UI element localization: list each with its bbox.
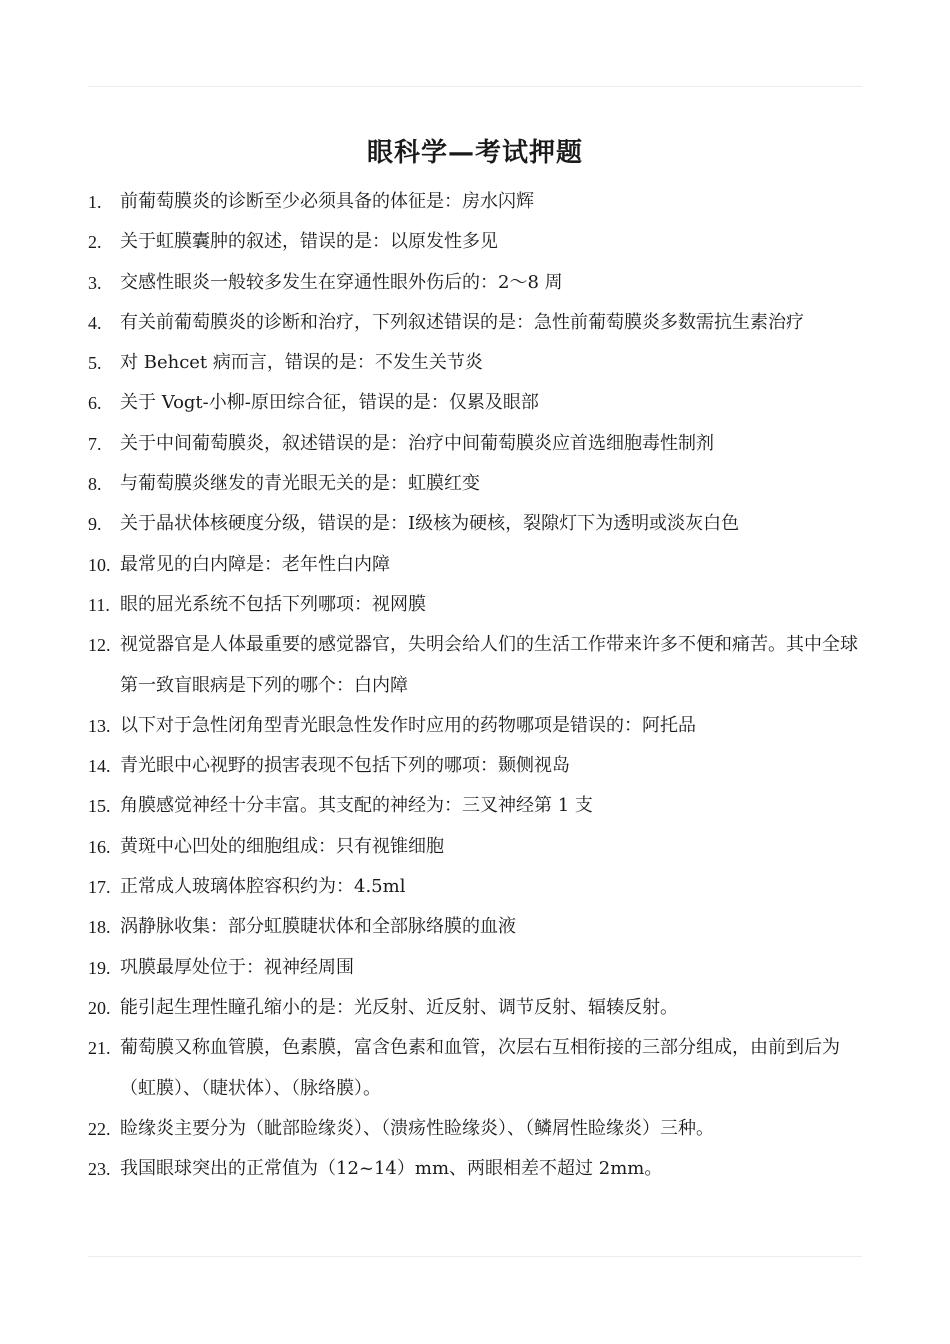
item-number: 16. bbox=[88, 836, 111, 857]
item-number: 15. bbox=[88, 796, 111, 817]
item-number: 13. bbox=[88, 715, 111, 736]
list-item bbox=[88, 786, 863, 826]
list-item bbox=[88, 182, 863, 222]
item-number: 5. bbox=[88, 353, 102, 374]
list-item bbox=[88, 424, 863, 464]
item-number: 22. bbox=[88, 1118, 111, 1139]
list-item bbox=[88, 1109, 863, 1149]
top-divider bbox=[88, 86, 862, 87]
list-item bbox=[88, 504, 863, 544]
list-item bbox=[88, 907, 863, 947]
item-text: 能引起生理性瞳孔缩小的是：光反射、近反射、调节反射、辐辏反射。 bbox=[120, 996, 678, 1018]
list-item bbox=[88, 988, 863, 1028]
item-number: 17. bbox=[88, 877, 111, 898]
item-number: 3. bbox=[88, 272, 102, 293]
item-text: 青光眼中心视野的损害表现不包括下列的哪项：颞侧视岛 bbox=[120, 755, 570, 777]
item-text: 以下对于急性闭角型青光眼急性发作时应用的药物哪项是错误的：阿托品 bbox=[120, 714, 696, 736]
item-text: 视觉器官是人体最重要的感觉器官，失明会给人们的生活工作带来许多不便和痛苦。其中全球第一致盲眼病是下列的哪个：白内障 bbox=[120, 634, 858, 696]
item-text: 前葡萄膜炎的诊断至少必须具备的体征是：房水闪辉 bbox=[120, 191, 534, 212]
item-text: 正常成人玻璃体腔容积约为：4.5ml bbox=[120, 876, 406, 898]
item-text: 最常见的白内障是：老年性白内障 bbox=[120, 553, 390, 575]
list-item bbox=[88, 343, 863, 383]
item-text: 关于虹膜囊肿的叙述，错误的是：以原发性多见 bbox=[120, 231, 498, 253]
item-number: 19. bbox=[88, 957, 111, 978]
item-number: 12. bbox=[88, 635, 111, 656]
item-text: 对 Behcet 病而言，错误的是：不发生关节炎 bbox=[120, 352, 483, 374]
item-number: 1. bbox=[88, 192, 102, 212]
item-text: 涡静脉收集：部分虹膜睫状体和全部脉络膜的血液 bbox=[120, 916, 516, 938]
item-text: 黄斑中心凹处的细胞组成：只有视锥细胞 bbox=[120, 835, 444, 857]
item-text: 关于晶状体核硬度分级，错误的是：I级核为硬核，裂隙灯下为透明或淡灰白色 bbox=[120, 513, 740, 535]
item-text: 我国眼球突出的正常值为（12~14）mm、两眼相差不超过 2mm。 bbox=[120, 1158, 663, 1180]
list-item bbox=[88, 585, 863, 625]
item-number: 10. bbox=[88, 554, 111, 575]
item-number: 23. bbox=[88, 1159, 111, 1180]
question-list bbox=[88, 182, 863, 1189]
item-number: 2. bbox=[88, 232, 102, 253]
bottom-divider bbox=[88, 1256, 862, 1257]
page-title: 眼科学—考试押题 bbox=[366, 138, 583, 169]
item-number: 8. bbox=[88, 474, 102, 495]
item-number: 4. bbox=[88, 312, 102, 333]
list-item bbox=[88, 383, 863, 423]
item-text: 角膜感觉神经十分丰富。其支配的神经为：三叉神经第 1 支 bbox=[120, 795, 593, 817]
item-text: 巩膜最厚处位于：视神经周围 bbox=[120, 956, 354, 978]
item-number: 7. bbox=[88, 433, 102, 454]
item-number: 18. bbox=[88, 917, 111, 938]
list-item bbox=[88, 263, 863, 303]
list-item bbox=[88, 222, 863, 262]
item-text: 有关前葡萄膜炎的诊断和治疗，下列叙述错误的是：急性前葡萄膜炎多数需抗生素治疗 bbox=[120, 311, 804, 333]
list-item bbox=[88, 867, 863, 907]
list-item bbox=[88, 746, 863, 786]
item-number: 21. bbox=[88, 1038, 111, 1059]
item-text: 关于 Vogt-小柳-原田综合征，错误的是：仅累及眼部 bbox=[120, 392, 539, 414]
item-number: 9. bbox=[88, 514, 102, 535]
item-text: 葡萄膜又称血管膜，色素膜，富含色素和血管，次层右互相衔接的三部分组成，由前到后为（虹膜）、（睫状体）、（脉络膜）。 bbox=[120, 1037, 840, 1099]
item-number: 11. bbox=[88, 594, 110, 615]
item-number: 14. bbox=[88, 756, 111, 777]
item-number: 20. bbox=[88, 997, 111, 1018]
list-item bbox=[88, 625, 863, 706]
list-item bbox=[88, 1028, 863, 1109]
list-item bbox=[88, 545, 863, 585]
list-item bbox=[88, 706, 863, 746]
list-item bbox=[88, 1149, 863, 1189]
item-text: 交感性眼炎一般较多发生在穿通性眼外伤后的：2～8 周 bbox=[120, 271, 563, 293]
item-text: 眼的屈光系统不包括下列哪项：视网膜 bbox=[120, 593, 426, 615]
list-item bbox=[88, 948, 863, 988]
item-text: 睑缘炎主要分为（眦部睑缘炎）、（溃疡性睑缘炎）、（鳞屑性睑缘炎）三种。 bbox=[120, 1117, 714, 1139]
list-item bbox=[88, 464, 863, 504]
list-item bbox=[88, 827, 863, 867]
item-text: 关于中间葡萄膜炎，叙述错误的是：治疗中间葡萄膜炎应首选细胞毒性制剂 bbox=[120, 432, 714, 454]
list-item bbox=[88, 303, 863, 343]
item-number: 6. bbox=[88, 393, 102, 414]
item-text: 与葡萄膜炎继发的青光眼无关的是：虹膜红变 bbox=[120, 473, 480, 495]
